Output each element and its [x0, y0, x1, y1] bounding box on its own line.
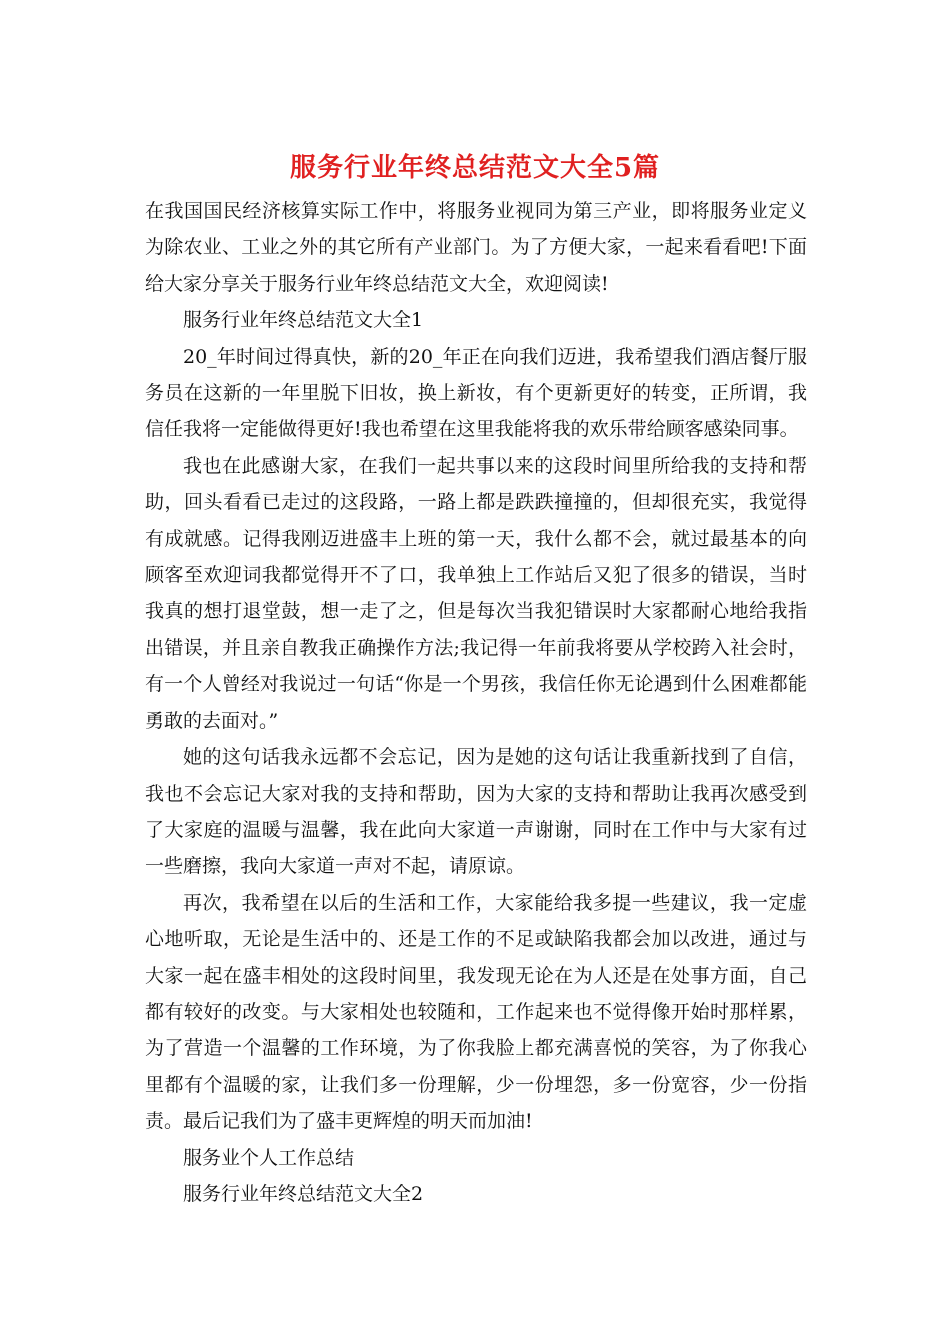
section-heading-1: 服务行业年终总结范文大全1 [183, 309, 424, 332]
section-heading-2: 服务行业年终总结范文大全2 [183, 1182, 424, 1205]
document-body [145, 193, 807, 1212]
related-link-text: 服务业个人工作总结 [183, 1146, 355, 1169]
document-title: 服务行业年终总结范文大全5篇 [289, 153, 661, 183]
body-paragraph: 20_年时间过得真快，新的20_年正在向我们迈进，我希望我们酒店餐厅服务员在这新的一年里脱下旧妆，换上新妆，有个更新更好的转变，正所谓，我信任我将一定能做得更好!我也希望在这里我能将我的欢乐带给顾客感染同事。 [145, 345, 807, 441]
intro-paragraph: 在我国国民经济核算实际工作中，将服务业视同为第三产业，即将服务业定义为除农业、工业之外的其它所有产业部门。为了方便大家，一起来看看吧!下面给大家分享关于服务行业年终总结范文大全，欢迎阅读! [145, 200, 807, 295]
body-paragraph: 她的这句话我永远都不会忘记，因为是她的这句话让我重新找到了自信，我也不会忘记大家对我的支持和帮助，因为大家的支持和帮助让我再次感受到了大家庭的温暖与温馨，我在此向大家道一声谢谢，同时在工作中与大家有过一些磨擦，我向大家道一声对不起，请原谅。 [145, 746, 807, 878]
body-paragraph: 再次，我希望在以后的生活和工作，大家能给我多提一些建议，我一定虚心地听取，无论是生活中的、还是工作的不足或缺陷我都会加以改进，通过与大家一起在盛丰相处的这段时间里，我发现无论在为人还是在处事方面，自己都有较好的改变。与大家相处也较随和，工作起来也不觉得像开始时那样累，为了营造一个温馨的工作环境，为了你我脸上都充满喜悦的笑容，为了你我心里都有个温暖的家，让我们多一份理解，少一份埋怨，多一份宽容，少一份指责。最后记我们为了盛丰更辉煌的明天而加油! [145, 891, 807, 1133]
body-paragraph: 我也在此感谢大家，在我们一起共事以来的这段时间里所给我的支持和帮助，回头看看已走过的这段路，一路上都是跌跌撞撞的，但却很充实，我觉得有成就感。记得我刚迈进盛丰上班的第一天，我什么都不会，就过最基本的向顾客至欢迎词我都觉得开不了口，我单独上工作站后又犯了很多的错误，当时我真的想打退堂鼓，想一走了之，但是每次当我犯错误时大家都耐心地给我指出错误，并且亲自教我正确操作方法;我记得一年前我将要从学校跨入社会时，有一个人曾经对我说过一句话“你是一个男孩，我信任你无论遇到什么困难都能勇敢的去面对。” [145, 454, 807, 732]
